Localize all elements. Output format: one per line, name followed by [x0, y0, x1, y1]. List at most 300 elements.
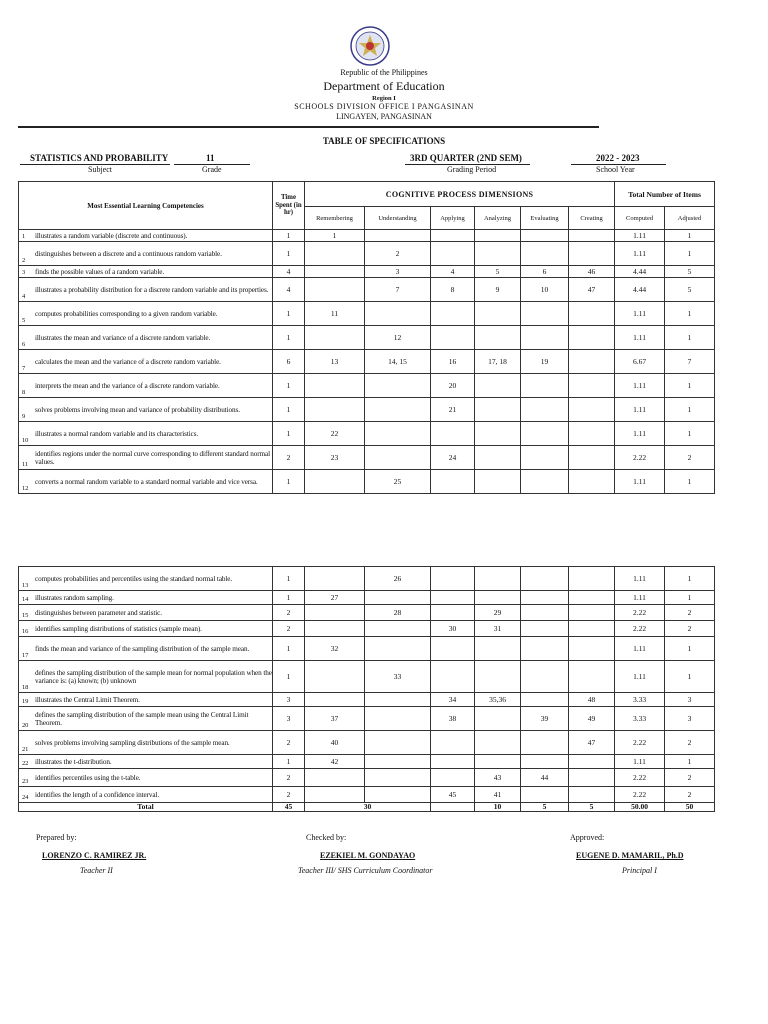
cell-time-spent: 1: [273, 637, 305, 661]
competency-label: illustrates the t-distribution.: [35, 757, 112, 766]
cell-understanding: [365, 769, 431, 787]
cell-applying: 16: [431, 350, 475, 374]
cell-analyzing: [475, 230, 521, 242]
cell-creating: [569, 661, 615, 693]
deped-seal-logo: [350, 26, 390, 66]
approved-name: EUGENE D. MAMARIL, Ph.D: [576, 851, 684, 860]
prepared-label: Prepared by:: [36, 833, 77, 842]
cell-evaluating: [521, 731, 569, 755]
subject-label: Subject: [88, 165, 112, 174]
cell-creating: [569, 326, 615, 350]
cell-adjusted: 2: [665, 787, 715, 803]
cell-adjusted: 1: [665, 470, 715, 494]
cell-applying: [431, 422, 475, 446]
cell-remembering: [305, 693, 365, 707]
cell-remembering: [305, 278, 365, 302]
cell-evaluating: [521, 422, 569, 446]
cell-applying: 4: [431, 266, 475, 278]
cell-applying: [431, 637, 475, 661]
competency-text: [19, 278, 273, 302]
total-rem-und: 30: [305, 803, 431, 812]
cell-understanding: [365, 422, 431, 446]
cell-applying: [431, 470, 475, 494]
cell-creating: 49: [569, 707, 615, 731]
competency-label: distinguishes between a discrete and a continuous random variable.: [35, 249, 222, 258]
cell-creating: 47: [569, 278, 615, 302]
cell-computed: 4.44: [615, 266, 665, 278]
competency-label: solves problems involving sampling distributions of the sample mean.: [35, 738, 230, 747]
cell-creating: 47: [569, 731, 615, 755]
cell-creating: [569, 755, 615, 769]
cell-adjusted: 5: [665, 278, 715, 302]
cell-time-spent: 1: [273, 567, 305, 591]
cell-creating: [569, 374, 615, 398]
cell-analyzing: [475, 422, 521, 446]
header-creating: Creating: [569, 207, 615, 230]
cell-creating: [569, 591, 615, 605]
competency-row: [19, 661, 715, 693]
cell-time-spent: 1: [273, 422, 305, 446]
competency-row: [19, 326, 715, 350]
competency-text: [19, 637, 273, 661]
cell-applying: [431, 567, 475, 591]
competency-row: [19, 350, 715, 374]
specifications-table-part2: [18, 566, 715, 812]
cell-creating: [569, 350, 615, 374]
table-title: TABLE OF SPECIFICATIONS: [322, 136, 446, 146]
cell-adjusted: 1: [665, 302, 715, 326]
cell-analyzing: 35,36: [475, 693, 521, 707]
competency-label: finds the mean and variance of the sampling distribution of the sample mean.: [35, 644, 250, 653]
cell-applying: 45: [431, 787, 475, 803]
cell-computed: 1.11: [615, 661, 665, 693]
cell-understanding: 2: [365, 242, 431, 266]
cell-applying: [431, 326, 475, 350]
cell-applying: [431, 755, 475, 769]
cell-creating: 48: [569, 693, 615, 707]
cell-computed: 1.11: [615, 567, 665, 591]
cell-adjusted: 1: [665, 422, 715, 446]
cell-creating: [569, 621, 615, 637]
cell-time-spent: 4: [273, 278, 305, 302]
header-remembering: Remembering: [305, 207, 365, 230]
header-analyzing: Analyzing: [475, 207, 521, 230]
grade-label: Grade: [202, 165, 222, 174]
cell-remembering: 37: [305, 707, 365, 731]
cell-adjusted: 1: [665, 242, 715, 266]
cell-remembering: [305, 621, 365, 637]
cell-time-spent: 6: [273, 350, 305, 374]
cell-evaluating: 6: [521, 266, 569, 278]
cell-applying: [431, 605, 475, 621]
cell-understanding: 28: [365, 605, 431, 621]
cell-understanding: [365, 621, 431, 637]
competency-number: 7: [22, 365, 26, 372]
total-analyzing: 10: [475, 803, 521, 812]
cell-remembering: [305, 266, 365, 278]
cell-understanding: [365, 374, 431, 398]
cell-understanding: 3: [365, 266, 431, 278]
cell-adjusted: 1: [665, 326, 715, 350]
specifications-table-part1: [18, 181, 715, 494]
cell-analyzing: [475, 374, 521, 398]
checked-role: Teacher III/ SHS Curriculum Coordinator: [298, 866, 433, 875]
header-computed: Computed: [615, 207, 665, 230]
competency-number: 5: [22, 317, 26, 324]
total-applying: [431, 803, 475, 812]
cell-time-spent: 2: [273, 787, 305, 803]
cell-applying: 38: [431, 707, 475, 731]
cell-adjusted: 2: [665, 621, 715, 637]
cell-evaluating: [521, 326, 569, 350]
cell-adjusted: 1: [665, 230, 715, 242]
cell-adjusted: 2: [665, 769, 715, 787]
cell-analyzing: [475, 470, 521, 494]
competency-number: 14: [22, 596, 29, 603]
competency-label: illustrates a random variable (discrete and continuous).: [35, 231, 188, 240]
competency-row: [19, 605, 715, 621]
cell-computed: 1.11: [615, 302, 665, 326]
cell-analyzing: [475, 637, 521, 661]
competency-row: [19, 230, 715, 242]
prepared-name: LORENZO C. RAMIREZ JR.: [42, 851, 147, 860]
competency-number: 10: [22, 437, 29, 444]
cell-computed: 6.67: [615, 350, 665, 374]
cell-understanding: [365, 707, 431, 731]
cell-understanding: 7: [365, 278, 431, 302]
department-name: Department of Education: [323, 79, 445, 93]
total-row: [19, 803, 715, 812]
cell-computed: 1.11: [615, 398, 665, 422]
cell-applying: [431, 661, 475, 693]
cell-analyzing: 41: [475, 787, 521, 803]
competency-row: [19, 278, 715, 302]
cell-understanding: [365, 693, 431, 707]
competency-number: 4: [22, 293, 26, 300]
cell-analyzing: 43: [475, 769, 521, 787]
cell-adjusted: 2: [665, 605, 715, 621]
cell-remembering: [305, 374, 365, 398]
region-line: Region I: [372, 95, 396, 102]
cell-time-spent: 4: [273, 266, 305, 278]
competency-text: [19, 374, 273, 398]
cell-creating: [569, 769, 615, 787]
cell-adjusted: 3: [665, 707, 715, 731]
competency-row: [19, 302, 715, 326]
competency-label: identifies percentiles using the t-table.: [35, 773, 141, 782]
competency-number: 24: [22, 794, 29, 801]
cell-analyzing: 5: [475, 266, 521, 278]
cell-analyzing: [475, 302, 521, 326]
cell-evaluating: [521, 605, 569, 621]
competency-label: illustrates a probability distribution for a discrete random variable and its properties.: [35, 285, 269, 294]
competency-text: [19, 731, 273, 755]
cell-remembering: [305, 470, 365, 494]
competency-label: interprets the mean and the variance of a discrete random variable.: [35, 381, 220, 390]
cell-remembering: 32: [305, 637, 365, 661]
cell-creating: [569, 422, 615, 446]
competency-row: [19, 422, 715, 446]
header-divider: [18, 126, 599, 128]
competency-label: distinguishes between parameter and statistic.: [35, 608, 162, 617]
total-creating: 5: [569, 803, 615, 812]
competency-label: illustrates the Central Limit Theorem.: [35, 695, 140, 704]
cell-computed: 1.11: [615, 230, 665, 242]
header-applying: Applying: [431, 207, 475, 230]
cell-remembering: 1: [305, 230, 365, 242]
cell-analyzing: [475, 755, 521, 769]
cell-time-spent: 1: [273, 591, 305, 605]
competency-label: finds the possible values of a random variable.: [35, 267, 165, 276]
competency-label: calculates the mean and the variance of a discrete random variable.: [35, 357, 221, 366]
cell-creating: [569, 242, 615, 266]
cell-understanding: [365, 787, 431, 803]
cell-understanding: 14, 15: [365, 350, 431, 374]
cell-time-spent: 2: [273, 621, 305, 637]
cell-creating: [569, 605, 615, 621]
cell-evaluating: [521, 755, 569, 769]
competency-number: 12: [22, 485, 29, 492]
total-adjusted: 50: [665, 803, 715, 812]
competency-row: [19, 567, 715, 591]
checked-label: Checked by:: [306, 833, 347, 842]
cell-time-spent: 3: [273, 693, 305, 707]
cell-computed: 1.11: [615, 755, 665, 769]
cell-time-spent: 1: [273, 470, 305, 494]
cell-applying: [431, 242, 475, 266]
competency-text: [19, 605, 273, 621]
cell-applying: [431, 302, 475, 326]
cell-evaluating: 10: [521, 278, 569, 302]
cell-remembering: [305, 242, 365, 266]
competency-row: [19, 769, 715, 787]
competency-number: 17: [22, 652, 29, 659]
approved-label: Approved:: [570, 833, 605, 842]
competency-row: [19, 242, 715, 266]
cell-evaluating: [521, 661, 569, 693]
location-line: LINGAYEN, PANGASINAN: [336, 112, 432, 121]
cell-understanding: 33: [365, 661, 431, 693]
cell-applying: 30: [431, 621, 475, 637]
cell-applying: 8: [431, 278, 475, 302]
cell-understanding: [365, 446, 431, 470]
cell-creating: [569, 230, 615, 242]
cell-time-spent: 2: [273, 605, 305, 621]
cell-adjusted: 1: [665, 567, 715, 591]
cell-remembering: 42: [305, 755, 365, 769]
header-adjusted: Adjusted: [665, 207, 715, 230]
competency-text: [19, 787, 273, 803]
cell-evaluating: [521, 470, 569, 494]
cell-computed: 1.11: [615, 470, 665, 494]
competency-text: [19, 769, 273, 787]
cell-creating: [569, 470, 615, 494]
cell-evaluating: [521, 787, 569, 803]
cell-adjusted: 1: [665, 374, 715, 398]
cell-analyzing: 17, 18: [475, 350, 521, 374]
cell-adjusted: 7: [665, 350, 715, 374]
cell-adjusted: 1: [665, 661, 715, 693]
competency-number: 23: [22, 778, 29, 785]
cell-time-spent: 1: [273, 326, 305, 350]
competency-number: 1: [22, 233, 26, 240]
cell-creating: [569, 567, 615, 591]
cell-evaluating: [521, 637, 569, 661]
cell-remembering: 13: [305, 350, 365, 374]
cell-remembering: 22: [305, 422, 365, 446]
competency-text: [19, 567, 273, 591]
competency-text: [19, 230, 273, 242]
cell-evaluating: [521, 374, 569, 398]
competency-label: illustrates random sampling.: [35, 593, 114, 602]
competency-row: [19, 374, 715, 398]
cell-understanding: [365, 302, 431, 326]
school-year-label: School Year: [596, 165, 635, 174]
cell-evaluating: [521, 242, 569, 266]
competency-text: [19, 707, 273, 731]
cell-creating: [569, 446, 615, 470]
total-evaluating: 5: [521, 803, 569, 812]
header-understanding: Understanding: [365, 207, 431, 230]
header-cognitive: COGNITIVE PROCESS DIMENSIONS: [305, 182, 615, 207]
cell-analyzing: [475, 242, 521, 266]
cell-remembering: 40: [305, 731, 365, 755]
cell-analyzing: [475, 446, 521, 470]
cell-evaluating: 44: [521, 769, 569, 787]
subject-value: STATISTICS AND PROBABILITY: [30, 153, 169, 163]
header-evaluating: Evaluating: [521, 207, 569, 230]
school-year-value: 2022 - 2023: [596, 153, 640, 163]
competency-number: 18: [22, 684, 29, 691]
competency-row: [19, 398, 715, 422]
cell-remembering: [305, 661, 365, 693]
cell-computed: 3.33: [615, 707, 665, 731]
cell-adjusted: 1: [665, 637, 715, 661]
cell-adjusted: 2: [665, 446, 715, 470]
cell-remembering: [305, 769, 365, 787]
cell-evaluating: 19: [521, 350, 569, 374]
cell-applying: 20: [431, 374, 475, 398]
cell-evaluating: [521, 302, 569, 326]
cell-understanding: [365, 731, 431, 755]
cell-time-spent: 1: [273, 242, 305, 266]
republic-line: Republic of the Philippines: [340, 68, 428, 77]
cell-analyzing: 29: [475, 605, 521, 621]
competency-text: [19, 302, 273, 326]
cell-applying: 21: [431, 398, 475, 422]
competency-label: illustrates the mean and variance of a discrete random variable.: [35, 333, 211, 342]
cell-computed: 2.22: [615, 787, 665, 803]
cell-creating: [569, 398, 615, 422]
competency-label: identifies the length of a confidence interval.: [35, 790, 160, 799]
competency-text: [19, 446, 273, 470]
cell-adjusted: 3: [665, 693, 715, 707]
cell-understanding: 25: [365, 470, 431, 494]
cell-remembering: [305, 787, 365, 803]
competency-row: [19, 693, 715, 707]
cell-time-spent: 1: [273, 374, 305, 398]
checked-name: EZEKIEL M. GONDAYAO: [320, 851, 416, 860]
cell-time-spent: 1: [273, 230, 305, 242]
cell-analyzing: [475, 707, 521, 731]
competency-row: [19, 637, 715, 661]
competency-number: 8: [22, 389, 26, 396]
header-time-spent: Time Spent (in hr): [273, 182, 305, 230]
cell-applying: [431, 591, 475, 605]
prepared-role: Teacher II: [80, 866, 113, 875]
cell-computed: 4.44: [615, 278, 665, 302]
cell-remembering: 23: [305, 446, 365, 470]
cell-remembering: 11: [305, 302, 365, 326]
cell-creating: [569, 637, 615, 661]
cell-remembering: 27: [305, 591, 365, 605]
cell-evaluating: [521, 446, 569, 470]
cell-time-spent: 2: [273, 769, 305, 787]
cell-computed: 1.11: [615, 422, 665, 446]
competency-number: 16: [22, 628, 29, 635]
competency-text: [19, 661, 273, 693]
cell-analyzing: [475, 661, 521, 693]
competency-text: [19, 621, 273, 637]
cell-remembering: [305, 567, 365, 591]
cell-remembering: [305, 605, 365, 621]
competency-label: solves problems involving mean and variance of probability distributions.: [35, 405, 240, 414]
cell-analyzing: [475, 567, 521, 591]
grade-value: 11: [206, 153, 215, 163]
cell-understanding: [365, 398, 431, 422]
competency-label: illustrates a normal random variable and its characteristics.: [35, 429, 199, 438]
cell-computed: 3.33: [615, 693, 665, 707]
division-line: SCHOOLS DIVISION OFFICE I PANGASINAN: [294, 102, 474, 111]
cell-adjusted: 5: [665, 266, 715, 278]
competency-number: 11: [22, 461, 29, 468]
cell-computed: 2.22: [615, 769, 665, 787]
cell-analyzing: [475, 591, 521, 605]
cell-evaluating: [521, 567, 569, 591]
cell-computed: 1.11: [615, 374, 665, 398]
competency-number: 13: [22, 582, 29, 589]
cell-remembering: [305, 326, 365, 350]
competency-label: defines the sampling distribution of the sample mean using the Central Limit Theorem.: [35, 710, 249, 727]
cell-analyzing: [475, 398, 521, 422]
cell-time-spent: 1: [273, 302, 305, 326]
cell-applying: 34: [431, 693, 475, 707]
competency-row: [19, 621, 715, 637]
cell-computed: 1.11: [615, 637, 665, 661]
cell-understanding: [365, 637, 431, 661]
cell-analyzing: [475, 326, 521, 350]
cell-computed: 1.11: [615, 242, 665, 266]
cell-analyzing: 31: [475, 621, 521, 637]
cell-evaluating: [521, 591, 569, 605]
cell-adjusted: 1: [665, 755, 715, 769]
cell-evaluating: [521, 693, 569, 707]
cell-applying: [431, 230, 475, 242]
cell-time-spent: 2: [273, 731, 305, 755]
cell-evaluating: [521, 398, 569, 422]
grading-period-value: 3RD QUARTER (2ND SEM): [410, 153, 522, 163]
total-computed: 50.00: [615, 803, 665, 812]
cell-understanding: [365, 755, 431, 769]
cell-computed: 2.22: [615, 446, 665, 470]
total-time: 45: [273, 803, 305, 812]
cell-computed: 2.22: [615, 621, 665, 637]
competency-row: [19, 446, 715, 470]
cell-applying: 24: [431, 446, 475, 470]
cell-computed: 2.22: [615, 731, 665, 755]
competency-text: [19, 422, 273, 446]
cell-evaluating: [521, 621, 569, 637]
